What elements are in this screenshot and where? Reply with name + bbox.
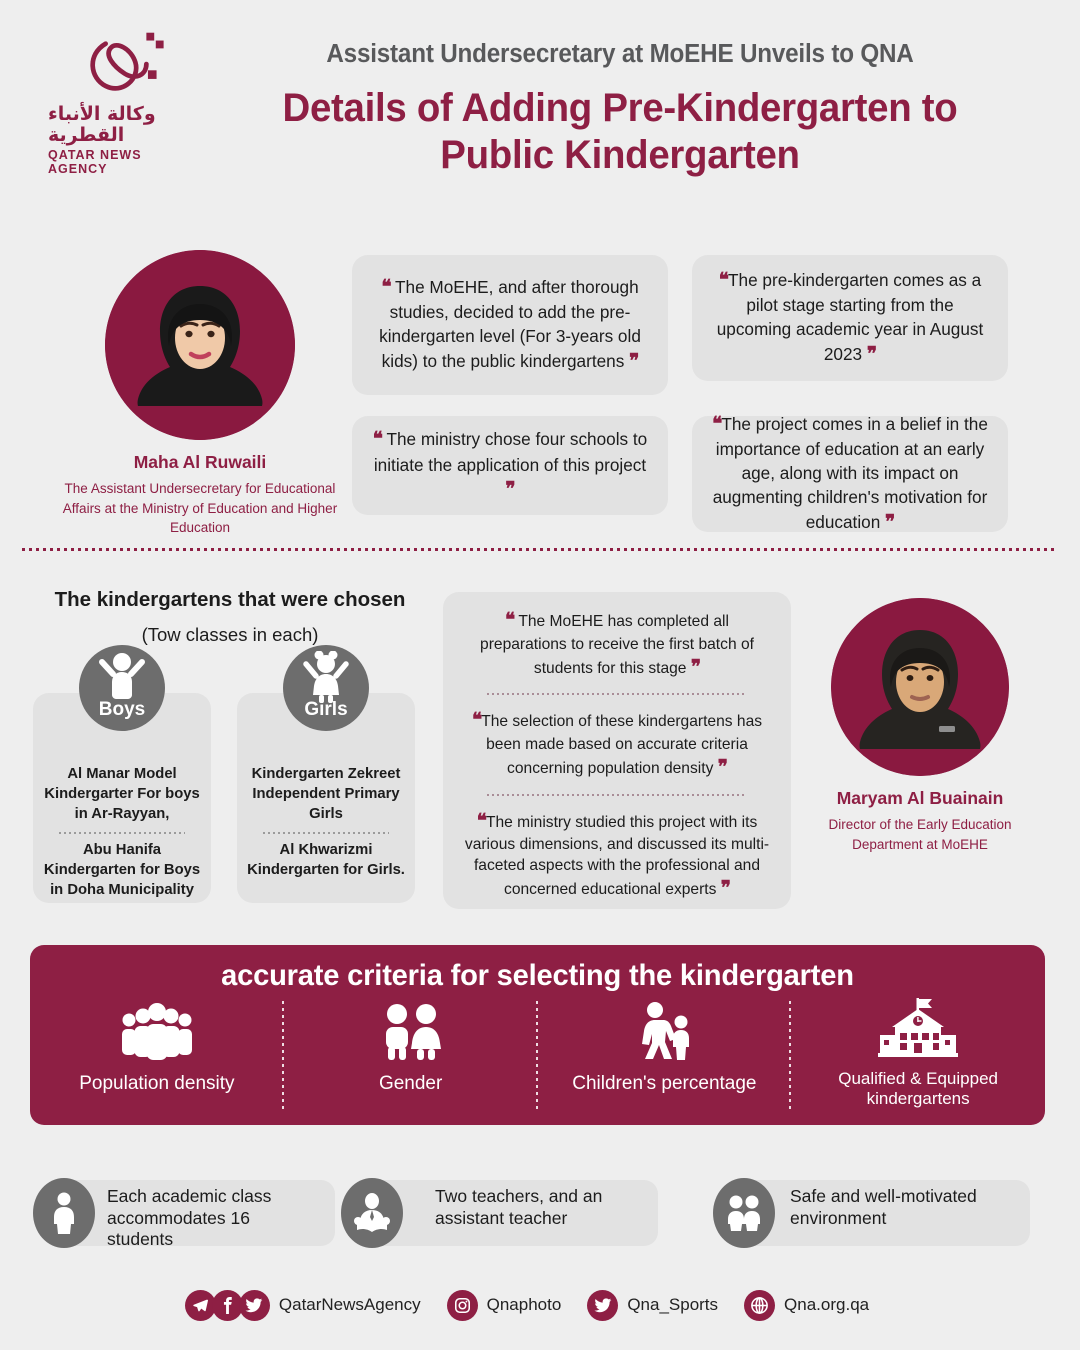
item-divider [263, 832, 389, 834]
girls-badge [283, 645, 369, 731]
boy-girl-pair-icon [373, 999, 449, 1061]
social-handle[interactable]: QatarNewsAgency [278, 1295, 421, 1314]
kindergartens-title: The kindergartens that were chosen [54, 588, 406, 611]
section-divider [22, 548, 1058, 551]
criteria-banner [30, 945, 1045, 1125]
twitter-icon[interactable] [239, 1290, 270, 1321]
social-account-website[interactable] [744, 1290, 895, 1321]
speaker-two-name: Maryam Al Buainain [836, 788, 1004, 808]
kicker-text: Assistant Undersecretary at MoEHE Unveils to QNA [326, 40, 914, 68]
quote-card [692, 255, 1008, 381]
kindergarten-item: Abu Hanifa Kindergarten for Boys in Doha Municipality [43, 841, 201, 898]
social-footer [0, 1282, 1080, 1328]
logo-arabic-name: وكالة الأنباء القطرية [48, 103, 156, 147]
kindergartens-subtitle: (Tow classes in each) [141, 624, 319, 645]
criteria-title: accurate criteria for selecting the kindergarten [221, 959, 854, 992]
social-handle[interactable]: Qnaphoto [486, 1295, 562, 1314]
social-account-qnaphoto[interactable] [447, 1290, 588, 1321]
boys-label: Boys [98, 699, 146, 720]
instagram-icon[interactable] [447, 1290, 478, 1321]
teacher-reading-badge [341, 1178, 403, 1248]
criteria-item-gender [284, 999, 538, 1119]
twitter-icon[interactable] [587, 1290, 618, 1321]
quote-card [352, 255, 668, 395]
criteria-label: Qualified & Equipped kindergartens [838, 1069, 998, 1109]
kindergarten-item: Al Khwarizmi Kindergarten for Girls. [247, 841, 405, 878]
qna-logo [48, 28, 203, 176]
social-handle[interactable]: Qna_Sports [627, 1295, 719, 1314]
avatar [105, 250, 295, 440]
kindergartens-section [0, 578, 1080, 933]
speaker-two [800, 598, 1040, 854]
quote-text: ❝The project comes in a belief in the importance of education at an early age, along with its impact on augmenting children's motivation for education ❞ [712, 414, 988, 533]
single-student-badge [33, 1178, 95, 1248]
kindergarten-item: Al Manar Model Kindergarter For boys in Ar-Rayyan, [44, 766, 200, 822]
avatar [831, 598, 1009, 776]
criteria-label: Gender [378, 1073, 443, 1094]
crowd-people-icon [118, 999, 196, 1061]
qna-atom-logo-icon [66, 28, 186, 103]
globe-icon[interactable] [744, 1290, 775, 1321]
fact-text: Each academic class accommodates 16 students [107, 1186, 272, 1250]
boys-badge [79, 645, 165, 731]
quote-text: ❝The selection of these kindergartens has been made based on accurate criteria concerning population density ❞ [471, 710, 763, 779]
adult-child-walking-icon [633, 999, 695, 1061]
criteria-item-qualified-kindergartens [791, 999, 1045, 1119]
page-header [0, 0, 1080, 215]
single-student-icon [47, 1192, 81, 1234]
speaker-one-name: Maha Al Ruwaili [133, 452, 267, 472]
quote-card [352, 416, 668, 515]
portrait-avatar-icon [105, 250, 295, 440]
quote-text: ❝ The ministry chose four schools to initiate the application of this project ❞ [372, 429, 648, 501]
quote-card [692, 416, 1008, 532]
criteria-label: Children's percentage [572, 1073, 757, 1094]
quote-text: ❝The ministry studied this project with its various dimensions, and discussed its multi-faceted aspects with the professional and concerned educational experts ❞ [464, 810, 770, 900]
headline-line-1: Details of Adding Pre-Kindergarten to [282, 86, 958, 130]
logo-english-name: QATAR NEWS AGENCY [48, 148, 142, 176]
girl-figure-icon [302, 651, 350, 703]
criteria-item-population-density [30, 999, 284, 1119]
kindergarten-group-girls [237, 693, 415, 903]
page-title [226, 85, 1013, 179]
speaker-one-role: The Assistant Undersecretary for Educational Affairs at the Ministry of Education and Higher Education [62, 481, 338, 536]
quote-text: ❝ The MoEHE has completed all preparations to receive the first batch of students for this stage ❞ [480, 610, 754, 678]
quote-divider [487, 693, 747, 695]
speaker-two-role: Director of the Early Education Department at MoEHE [828, 817, 1012, 852]
boy-figure-icon [98, 651, 146, 703]
fact-text: Safe and well-motivated environment [790, 1186, 977, 1228]
girls-label: Girls [304, 699, 348, 720]
quote-text: ❝The pre-kindergarten comes as a pilot stage starting from the upcoming academic year in August 2023 ❞ [716, 270, 984, 365]
fact-text: Two teachers, and an assistant teacher [435, 1186, 603, 1228]
speaker-two-quote-card [443, 592, 791, 909]
quote-divider [487, 794, 747, 796]
speaker-one [55, 250, 345, 538]
kindergarten-item: Kindergarten Zekreet Independent Primary Girls [251, 766, 401, 822]
social-handle[interactable]: Qna.org.qa [784, 1295, 870, 1314]
speaker-one-section [0, 230, 1080, 540]
headline-line-2: Public Kindergarten [440, 133, 800, 178]
item-divider [59, 832, 185, 834]
quote-text: ❝ The MoEHE, and after thorough studies, decided to add the pre-kindergarten level (For 3-years old kids) to the public kindergartens ❞ [379, 277, 641, 372]
social-account-qatarnewsagency[interactable] [185, 1290, 447, 1321]
school-building-icon [878, 999, 958, 1061]
criteria-label: Population density [79, 1073, 235, 1094]
portrait-avatar-icon [831, 598, 1009, 776]
teacher-reading-icon [354, 1193, 390, 1233]
social-account-qnasports[interactable] [587, 1290, 744, 1321]
facts-section [0, 1168, 1080, 1258]
criteria-item-children-percentage [538, 999, 792, 1119]
two-children-badge [713, 1178, 775, 1248]
two-children-icon [725, 1195, 763, 1231]
kindergarten-group-boys [33, 693, 211, 903]
